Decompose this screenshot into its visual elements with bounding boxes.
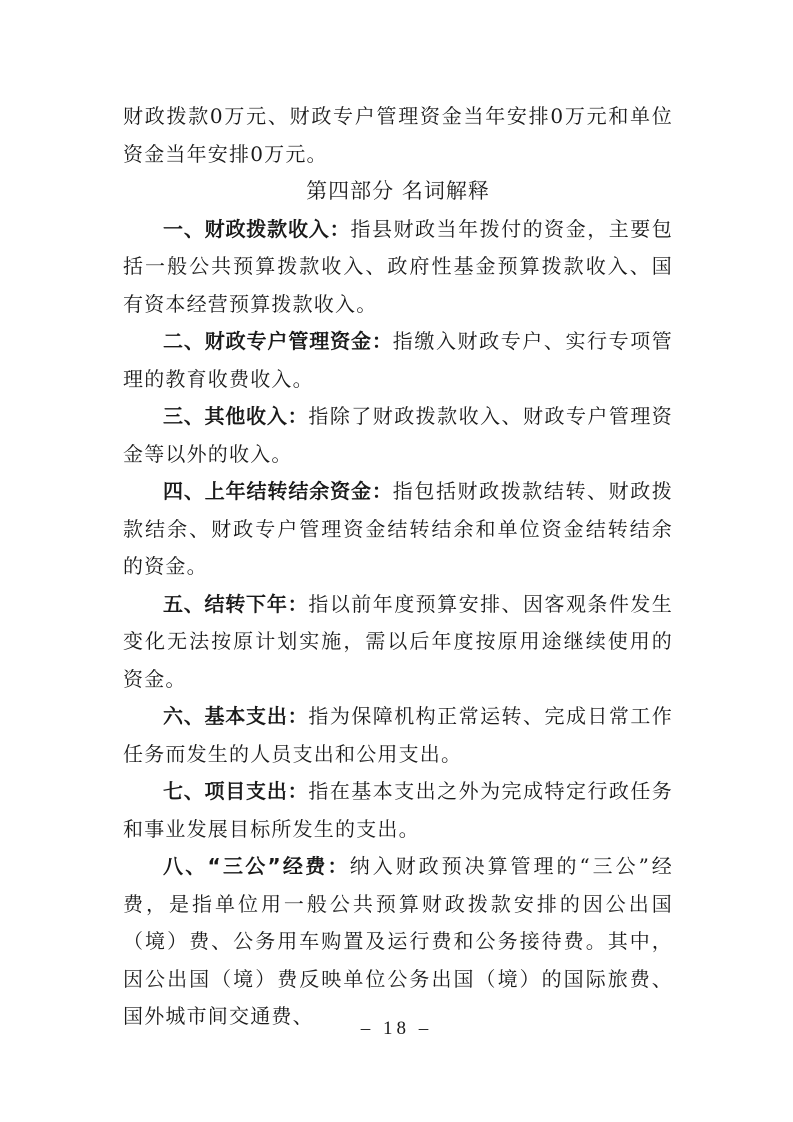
definition-paragraph <box>123 848 673 1036</box>
definition-text: 指为保障机构正常运转、完成日常工作任务而发生的人员支出和公用支出。 <box>123 704 673 766</box>
definition-term: 八、“三公”经费： <box>163 854 350 878</box>
definition-paragraph <box>123 586 673 699</box>
definition-text: 指缴入财政专户、实行专项管理的教育收费收入。 <box>123 329 674 391</box>
definition-text: 指在基本支出之外为完成特定行政任务和事业发展目标所发生的支出。 <box>123 779 673 841</box>
definition-text: 指除了财政拨款收入、财政专户管理资金等以外的收入。 <box>123 404 673 466</box>
definition-term: 六、基本支出： <box>163 704 309 728</box>
definition-term: 三、其他收入： <box>163 404 309 428</box>
page-number: – 18 – <box>360 1018 433 1039</box>
definition-paragraph <box>123 698 673 773</box>
body-text <box>123 98 673 1036</box>
section-title: 第四部分 名词解释 <box>306 179 490 203</box>
definition-term: 七、项目支出： <box>163 779 309 803</box>
definition-term: 四、上年结转结余资金： <box>163 479 393 503</box>
definition-text: 指包括财政拨款结转、财政拨款结余、财政专户管理资金结转结余和单位资金结转结余的资金。 <box>123 479 674 578</box>
definition-term: 二、财政专户管理资金： <box>163 329 393 353</box>
definition-paragraph <box>123 473 673 586</box>
definition-paragraph <box>123 323 673 398</box>
definition-term: 一、财政拨款收入： <box>163 216 351 241</box>
definition-text: 纳入财政预决算管理的“三公”经费，是指单位用一般公共预算财政拨款安排的因公出国（境）费、公务用车购置及运行费和公务接待费。其中，因公出国（境）费反映单位公务出国（境）的国际旅费、国外城市间交通费、 <box>123 854 674 1028</box>
definition-text: 指县财政当年拨付的资金，主要包括一般公共预算拨款收入、政府性基金预算拨款收入、国有资本经营预算拨款收入。 <box>123 216 674 316</box>
definition-paragraph <box>123 773 673 848</box>
definition-paragraph <box>123 211 673 324</box>
definition-text: 指以前年度预算安排、因客观条件发生变化无法按原计划实施，需以后年度按原用途继续使用的资金。 <box>123 591 673 691</box>
intro-paragraph: 财政拨款0万元、财政专户管理资金当年安排0万元和单位资金当年安排0万元。 <box>123 104 673 166</box>
definition-term: 五、结转下年： <box>163 591 309 616</box>
definition-paragraph <box>123 398 673 473</box>
